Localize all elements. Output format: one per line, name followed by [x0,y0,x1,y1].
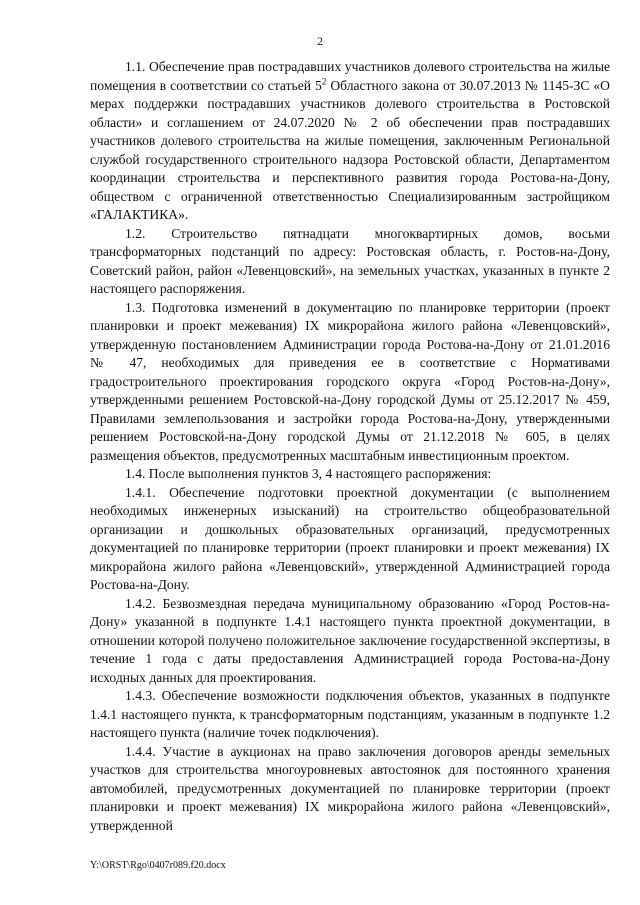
paragraph-1-4: 1.4. После выполнения пунктов 3, 4 настоящего распоряжения: [125,466,492,481]
paragraph-1-2: 1.2. Строительство пятнадцати многоквартирных домов, восьми трансформаторных подстанций по адресу: Ростовская область, г. Ростов-на-Дону, Советский район, район «Левенцовский», на земельных участках, указанных в пункте 2 настоящего распоряжения. [90,225,610,296]
document-body [90,58,610,835]
paragraph-1-3: 1.3. Подготовка изменений в документацию по планировке территории (проект планировки и проект межевания) IX микрорайона жилого района «Левенцовский», утвержденную постановлением Администрации города Ростова-на-Дону от 21.01.2016 № 47, необходимых для приведения ее в соответствие с Нормативами градостроительного проектирования городского округа «Город Ростов-на-Дону», утвержденными решением Ростовской-на-Дону городской Думы от 25.12.2017 № 459, Правилами землепользования и застройки города Ростова-на-Дону, утвержденными решением Ростовской-на-Дону городской Думы от 21.12.2018 № 605, в целях размещения объектов, предусмотренных масштабным инвестиционным проектом. [90,299,610,463]
paragraph-1-4-3: 1.4.3. Обеспечение возможности подключения объектов, указанных в подпункте 1.4.1 настоящего пункта, к трансформаторным подстанциям, указанным в подпункте 1.2 настоящего пункта (наличие точек подключения). [90,688,610,740]
paragraph-1-4-4: 1.4.4. Участие в аукционах на право заключения договоров аренды земельных участков для строительства многоуровневых автостоянок для постоянного хранения автомобилей, предусмотренных документацией по планировке территории (проект планировки и проект межевания) IX микрорайона жилого района «Левенцовский», утвержденной [90,743,610,833]
paragraph-1-4-1: 1.4.1. Обеспечение подготовки проектной документации (с выполнением необходимых инженерных изысканий) на строительство общеобразовательной организации и дошкольных образовательных организаций, предусмотренных документацией по планировке территории (проект планировки и проект межевания) IX микрорайона жилого района «Левенцовский», утвержденной Администрацией города Ростова-на-Дону. [90,484,610,592]
paragraph-1-1 [90,58,610,225]
paragraph-1-1-text-b: Областного закона от 30.07.2013 № 1145-ЗС «О мерах поддержки пострадавших участников долевого строительства в Ростовской области» и соглашением от 24.07.2020 № 2 об обеспечении прав пострадавших участников долевого строительства на жилые помещения, заключенным Региональной службой государственного строительного надзора Ростовской области, Департаментом координации строительства и перспективного развития города Ростова-на-Дону, обществом с ограниченной ответственностью Специализированным застройщиком «ГАЛАКТИКА». [90,77,610,222]
paragraph-1-1-text-a: 1.1. Обеспечение прав пострадавших участников долевого строительства на жилые помещения в соответствии со статьей 5 [90,59,610,93]
paragraph-1-4-2: 1.4.2. Безвозмездная передача муниципальному образованию «Город Ростов-на-Дону» указанной в подпункте 1.4.1 настоящего пункта проектной документации, в отношении которой получено положительное заключение государственной экспертизы, в течение 1 года с даты предоставления Администрацией города Ростова-на-Дону исходных данных для проектирования. [90,595,610,685]
footer-file-path: Y:\ORST\Rgo\0407r089.f20.docx [90,860,226,871]
article-superscript: 2 [321,75,327,86]
page-number: 2 [317,34,323,48]
